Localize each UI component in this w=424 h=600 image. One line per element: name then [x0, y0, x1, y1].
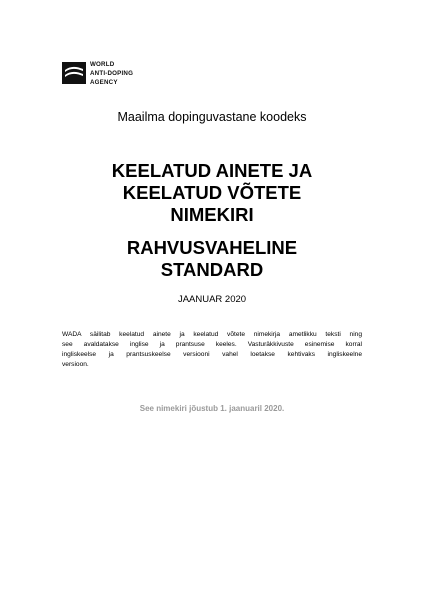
wada-logo	[62, 60, 182, 96]
standard-line-2: STANDARD	[160, 259, 264, 280]
logo-line-anti-doping: ANTI-DOPING	[90, 70, 134, 77]
wada-logo-icon	[62, 62, 86, 84]
document-subtitle: Maailma dopinguvastane koodeks	[117, 110, 307, 124]
effective-date-note: See nimekiri jõustub 1. jaanuaril 2020.	[139, 404, 285, 413]
standard-line-1: RAHVUSVAHELINE	[126, 237, 298, 258]
notice-line-1: WADA säilitab keelatud ainete ja keelatud võtete nimekirja ametlikku teksti ning	[62, 331, 362, 338]
logo-line-agency: AGENCY	[90, 79, 118, 86]
language-notice	[62, 330, 362, 370]
logo-line-world: WORLD	[90, 61, 115, 68]
document-date: JAANUAR 2020	[177, 294, 247, 305]
document-title	[0, 160, 424, 226]
title-line-3: NIMEKIRI	[170, 204, 254, 225]
title-line-2: KEELATUD VÕTETE	[122, 182, 302, 203]
standard-heading	[0, 237, 424, 281]
notice-line-3: ingliskeelse ja prantsuskeelse versiooni vahel loetakse kehtivaks ingliskeelne	[62, 351, 362, 358]
wada-logo-text	[90, 60, 133, 87]
notice-line-4: versioon.	[62, 361, 89, 368]
title-line-1: KEELATUD AINETE JA	[111, 160, 313, 181]
notice-line-2: see avaldatakse inglise ja prantsuse keeles. Vasturäkkivuste esinemise korral	[62, 341, 362, 348]
